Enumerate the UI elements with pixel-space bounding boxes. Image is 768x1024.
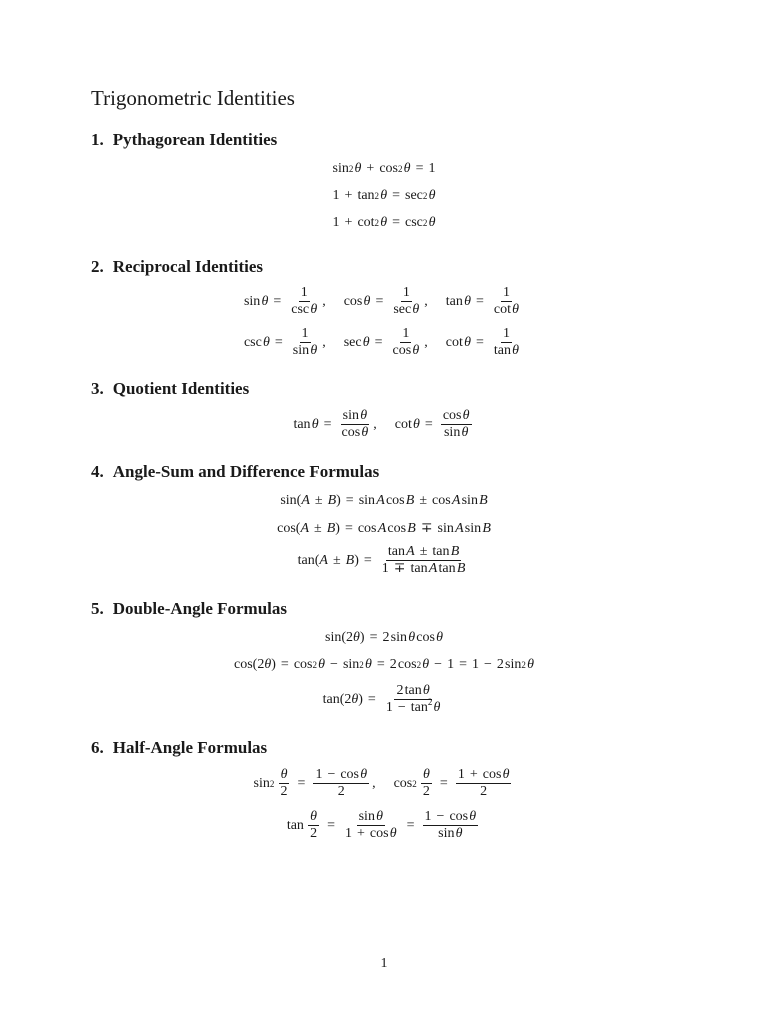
equation-pythagorean-1: sin 2 θ + cos 2 θ = 1: [332, 161, 436, 176]
equation-double-angle-tan: tan(2 θ ) = $\frac{\text{2 tan θ}}{1 - \tan^2 \theta}$: [322, 683, 441, 716]
equation-double-angle-cos: cos(2 θ ) = cos 2 θ − sin 2 θ = 2 cos 2 θ − 1 = 1 − 2 sin 2 θ: [234, 657, 534, 672]
section-number: 6.: [91, 738, 104, 757]
section-title: Double-Angle Formulas: [112, 599, 287, 618]
equation-pythagorean-3: 1 + cot 2 θ = csc 2 θ: [332, 215, 436, 230]
page-number: 1: [380, 956, 388, 971]
section-heading-pythagorean: [91, 130, 277, 150]
section-title: Pythagorean Identities: [112, 130, 278, 149]
section-heading-reciprocal: [91, 257, 263, 277]
equation-reciprocal-1: sin θ = $\frac{1}{\text{csc θ}}$ , cos θ = $\frac{1}{\text{sec θ}}$ , tan θ = $\frac{1}{\text{cot θ}}$: [243, 285, 520, 318]
section-heading-half-angle: [91, 738, 267, 758]
section-title: Half-Angle Formulas: [112, 738, 268, 757]
equation-reciprocal-2: csc θ = $\frac{1}{\text{sin θ}}$ , sec θ = $\frac{1}{\text{cos θ}}$ , cot θ = $\frac{1}{\text{tan θ}}$: [243, 326, 520, 359]
equation-double-angle-sin: sin(2 θ ) = 2 sin θ cos θ: [325, 630, 443, 645]
section-title: Angle-Sum and Difference Formulas: [112, 462, 380, 481]
equation-half-angle-1: sin 2 $\frac{\theta}{2}$ = $\frac{\text{1 − cos θ}}{2}$ , cos 2 $\frac{\theta}{2}$ = $\frac{\text{1 + cos θ}}{2}$: [253, 767, 510, 800]
section-title: Quotient Identities: [112, 379, 250, 398]
section-number: 3.: [91, 379, 104, 398]
equation-angle-sum-sin: sin( A ± B ) = sin A cos B ± cos A sin B: [280, 493, 488, 508]
equation-half-angle-2: tan $\frac{\theta}{2}$ = $\frac{\text{sin θ}}{\text{1 + cos θ}}$ = $\frac{\text{1 − cos θ}}{\text{sin θ}}$: [286, 809, 477, 842]
section-title: Reciprocal Identities: [112, 257, 264, 276]
equation-angle-sum-tan: tan( A ± B ) = $\frac{\text{tan A ± tan B}}{\text{1 ∓ tan A tan B}}$: [297, 544, 466, 577]
equation-quotient: tan θ = $\frac{\text{sin θ}}{\text{cos θ}}$ , cot θ = $\frac{\text{cos θ}}{\text{sin θ}}$: [293, 408, 470, 441]
section-number: 2.: [91, 257, 104, 276]
section-heading-quotient: [91, 379, 249, 399]
equation-angle-sum-cos: cos( A ± B ) = cos A cos B ∓ sin A sin B: [277, 520, 491, 536]
equation-pythagorean-2: 1 + tan 2 θ = sec 2 θ: [332, 188, 436, 203]
section-heading-angle-sum: [91, 462, 379, 482]
section-number: 5.: [91, 599, 104, 618]
section-heading-double-angle: [91, 599, 287, 619]
section-number: 1.: [91, 130, 104, 149]
document-title: Trigonometric Identities: [91, 86, 295, 110]
section-number: 4.: [91, 462, 104, 481]
